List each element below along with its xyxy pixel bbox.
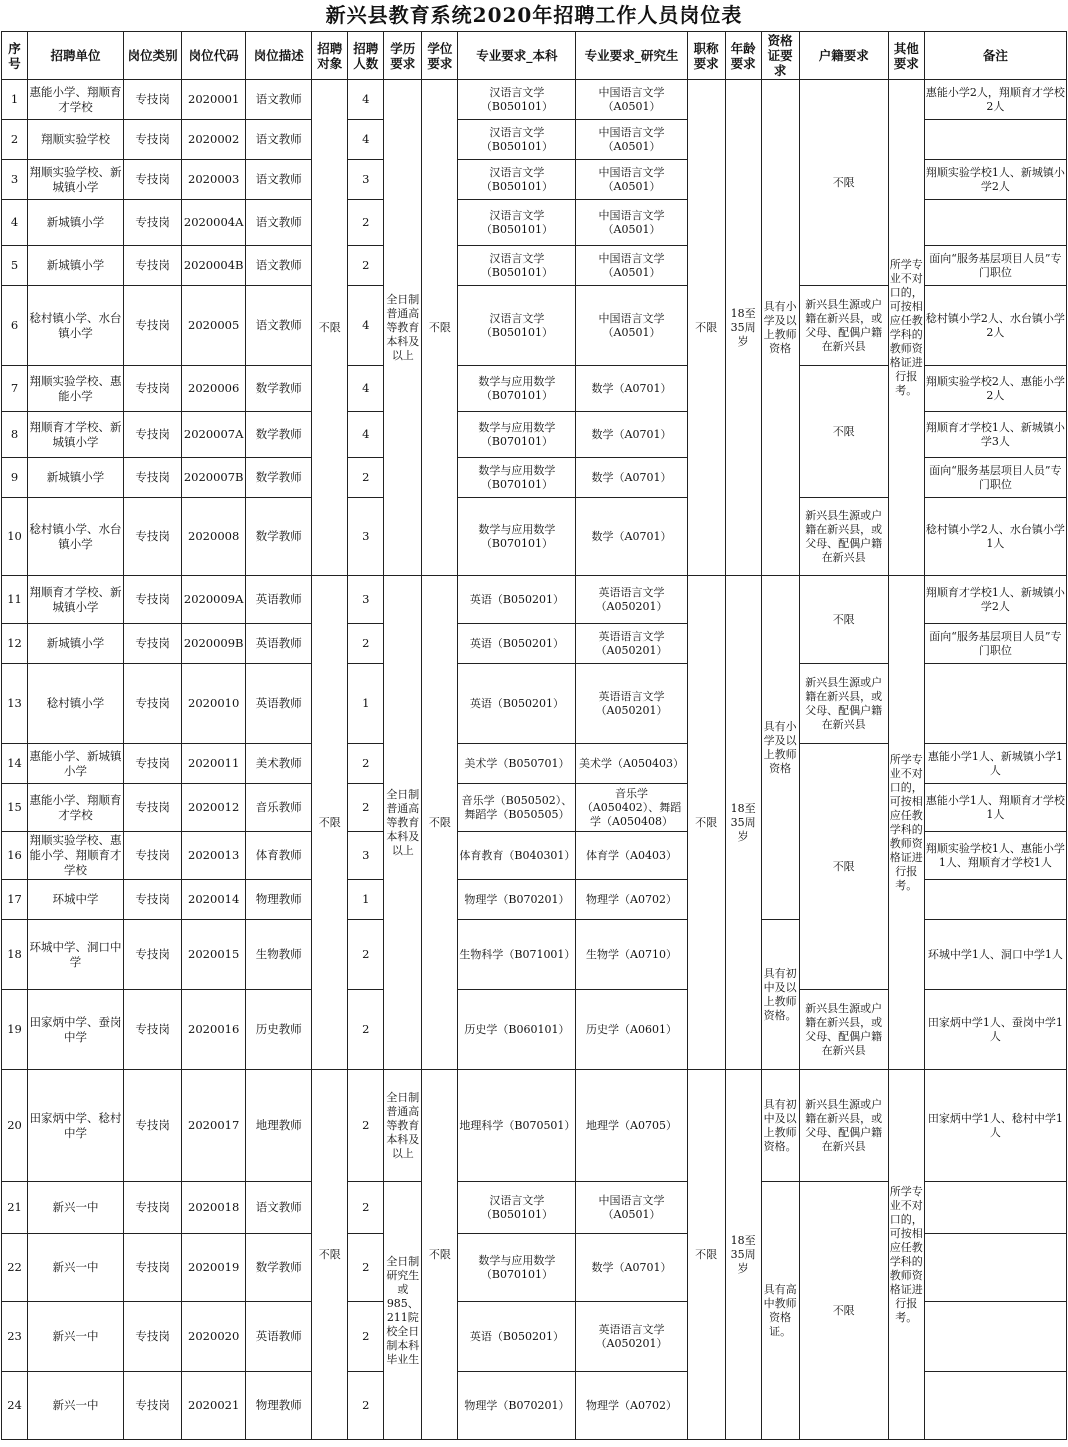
post-type-cell: 专技岗 [124, 990, 182, 1070]
major-grad-cell: 数学（A0701） [576, 498, 687, 576]
headcount-cell: 2 [348, 1234, 384, 1302]
major-grad-cell: 中国语言文学（A0501） [576, 286, 687, 366]
remark-cell [924, 880, 1066, 920]
unit-cell: 田家炳中学、稔村中学 [28, 1070, 124, 1182]
post-desc-cell: 数学教师 [246, 366, 312, 412]
certificate-cell: 具有初中及以上教师资格。 [761, 1070, 799, 1182]
post-type-cell: 专技岗 [124, 286, 182, 366]
row-number-cell: 8 [2, 412, 28, 458]
row-number-cell: 5 [2, 246, 28, 286]
post-code-cell: 2020001 [182, 80, 246, 120]
column-header: 资格证要求 [761, 32, 799, 80]
unit-cell: 新城镇小学 [28, 458, 124, 498]
major-undergrad-cell: 历史学（B060101） [458, 990, 576, 1070]
post-type-cell: 专技岗 [124, 784, 182, 832]
row-number-cell: 21 [2, 1182, 28, 1234]
post-type-cell: 专技岗 [124, 880, 182, 920]
column-header: 专业要求_研究生 [576, 32, 687, 80]
post-desc-cell: 语文教师 [246, 286, 312, 366]
row-number-cell: 9 [2, 458, 28, 498]
residence-cell: 不限 [799, 366, 888, 498]
degree-cell: 不限 [422, 1070, 458, 1440]
post-type-cell: 专技岗 [124, 1302, 182, 1372]
remark-cell: 田家炳中学1人、稔村中学1人 [924, 1070, 1066, 1182]
post-type-cell: 专技岗 [124, 1372, 182, 1440]
post-code-cell: 2020021 [182, 1372, 246, 1440]
education-cell: 全日制研究生或985、211院校全日制本科毕业生 [384, 1182, 422, 1440]
post-desc-cell: 地理教师 [246, 1070, 312, 1182]
major-undergrad-cell: 物理学（B070201） [458, 1372, 576, 1440]
major-grad-cell: 历史学（A0601） [576, 990, 687, 1070]
other-req-cell: 所学专业不对口的，可按相应任教学科的教师资格证进行报考。 [888, 1070, 924, 1440]
major-undergrad-cell: 英语（B050201） [458, 624, 576, 664]
remark-cell [924, 1302, 1066, 1372]
post-type-cell: 专技岗 [124, 246, 182, 286]
post-desc-cell: 美术教师 [246, 744, 312, 784]
post-type-cell: 专技岗 [124, 624, 182, 664]
major-grad-cell: 英语语言文学（A050201） [576, 576, 687, 624]
post-type-cell: 专技岗 [124, 744, 182, 784]
remark-cell: 稔村镇小学2人、水台镇小学2人 [924, 286, 1066, 366]
residence-cell: 不限 [799, 1182, 888, 1440]
remark-cell [924, 1234, 1066, 1302]
post-code-cell: 2020006 [182, 366, 246, 412]
header-row [2, 32, 1067, 80]
unit-cell: 翔顺育才学校、新城镇小学 [28, 576, 124, 624]
major-grad-cell: 中国语言文学（A0501） [576, 246, 687, 286]
remark-cell: 稔村镇小学2人、水台镇小学1人 [924, 498, 1066, 576]
post-type-cell: 专技岗 [124, 200, 182, 246]
unit-cell: 环城中学 [28, 880, 124, 920]
page-title: 新兴县教育系统2020年招聘工作人员岗位表 [325, 3, 743, 27]
headcount-cell: 2 [348, 1302, 384, 1372]
post-code-cell: 2020009B [182, 624, 246, 664]
row-number-cell: 14 [2, 744, 28, 784]
major-grad-cell: 英语语言文学（A050201） [576, 1302, 687, 1372]
education-cell: 全日制普通高等教育本科及以上 [384, 1070, 422, 1182]
residence-cell: 不限 [799, 576, 888, 664]
post-code-cell: 2020004A [182, 200, 246, 246]
post-type-cell: 专技岗 [124, 366, 182, 412]
major-undergrad-cell: 美术学（B050701） [458, 744, 576, 784]
post-type-cell: 专技岗 [124, 120, 182, 160]
row-number-cell: 19 [2, 990, 28, 1070]
unit-cell: 新兴一中 [28, 1302, 124, 1372]
post-type-cell: 专技岗 [124, 576, 182, 624]
major-grad-cell: 英语语言文学（A050201） [576, 664, 687, 744]
column-header: 岗位类别 [124, 32, 182, 80]
headcount-cell: 4 [348, 286, 384, 366]
column-header: 专业要求_本科 [458, 32, 576, 80]
post-type-cell: 专技岗 [124, 1234, 182, 1302]
column-header: 户籍要求 [799, 32, 888, 80]
major-grad-cell: 数学（A0701） [576, 366, 687, 412]
headcount-cell: 2 [348, 1070, 384, 1182]
post-desc-cell: 英语教师 [246, 1302, 312, 1372]
row-number-cell: 11 [2, 576, 28, 624]
column-header: 岗位代码 [182, 32, 246, 80]
post-code-cell: 2020007A [182, 412, 246, 458]
headcount-cell: 2 [348, 1182, 384, 1234]
row-number-cell: 16 [2, 832, 28, 880]
column-header: 备注 [924, 32, 1066, 80]
column-header: 岗位描述 [246, 32, 312, 80]
row-number-cell: 4 [2, 200, 28, 246]
column-header: 招聘人数 [348, 32, 384, 80]
row-number-cell: 12 [2, 624, 28, 664]
target-cell: 不限 [312, 80, 348, 576]
target-cell: 不限 [312, 1070, 348, 1440]
post-desc-cell: 体育教师 [246, 832, 312, 880]
remark-cell [924, 200, 1066, 246]
major-undergrad-cell: 数学与应用数学（B070101） [458, 1234, 576, 1302]
column-header: 学位要求 [422, 32, 458, 80]
post-type-cell: 专技岗 [124, 412, 182, 458]
table-row [2, 1070, 1067, 1182]
residence-cell: 不限 [799, 80, 888, 286]
major-grad-cell: 生物学（A0710） [576, 920, 687, 990]
title-req-cell: 不限 [687, 576, 725, 1070]
headcount-cell: 2 [348, 744, 384, 784]
headcount-cell: 2 [348, 920, 384, 990]
remark-cell: 环城中学1人、洞口中学1人 [924, 920, 1066, 990]
remark-cell: 惠能小学1人、翔顺育才学校1人 [924, 784, 1066, 832]
other-req-cell: 所学专业不对口的，可按相应任教学科的教师资格证进行报考。 [888, 576, 924, 1070]
post-type-cell: 专技岗 [124, 920, 182, 990]
post-code-cell: 2020012 [182, 784, 246, 832]
major-grad-cell: 美术学（A050403） [576, 744, 687, 784]
major-undergrad-cell: 汉语言文学（B050101） [458, 246, 576, 286]
headcount-cell: 2 [348, 458, 384, 498]
row-number-cell: 23 [2, 1302, 28, 1372]
post-desc-cell: 英语教师 [246, 624, 312, 664]
remark-cell: 翔顺实验学校1人、惠能小学1人、翔顺育才学校1人 [924, 832, 1066, 880]
row-number-cell: 7 [2, 366, 28, 412]
remark-cell: 田家炳中学1人、蚕岗中学1人 [924, 990, 1066, 1070]
unit-cell: 翔顺育才学校、新城镇小学 [28, 412, 124, 458]
post-desc-cell: 物理教师 [246, 1372, 312, 1440]
title-req-cell: 不限 [687, 80, 725, 576]
post-code-cell: 2020002 [182, 120, 246, 160]
residence-cell: 不限 [799, 744, 888, 990]
headcount-cell: 4 [348, 120, 384, 160]
post-desc-cell: 语文教师 [246, 80, 312, 120]
post-type-cell: 专技岗 [124, 664, 182, 744]
title-req-cell: 不限 [687, 1070, 725, 1440]
post-desc-cell: 语文教师 [246, 246, 312, 286]
post-desc-cell: 英语教师 [246, 664, 312, 744]
post-code-cell: 2020004B [182, 246, 246, 286]
unit-cell: 环城中学、洞口中学 [28, 920, 124, 990]
post-type-cell: 专技岗 [124, 458, 182, 498]
post-code-cell: 2020013 [182, 832, 246, 880]
major-grad-cell: 音乐学（A050402）、舞蹈学（A050408） [576, 784, 687, 832]
headcount-cell: 4 [348, 80, 384, 120]
education-cell: 全日制普通高等教育本科及以上 [384, 80, 422, 576]
major-undergrad-cell: 数学与应用数学（B070101） [458, 412, 576, 458]
remark-cell [924, 664, 1066, 744]
major-undergrad-cell: 汉语言文学（B050101） [458, 160, 576, 200]
headcount-cell: 3 [348, 498, 384, 576]
major-grad-cell: 物理学（A0702） [576, 880, 687, 920]
major-grad-cell: 地理学（A0705） [576, 1070, 687, 1182]
major-grad-cell: 数学（A0701） [576, 1234, 687, 1302]
post-code-cell: 2020014 [182, 880, 246, 920]
residence-cell: 新兴县生源或户籍在新兴县，或父母、配偶户籍在新兴县 [799, 1070, 888, 1182]
major-grad-cell: 数学（A0701） [576, 412, 687, 458]
unit-cell: 惠能小学、翔顺育才学校 [28, 784, 124, 832]
post-desc-cell: 物理教师 [246, 880, 312, 920]
post-code-cell: 2020003 [182, 160, 246, 200]
major-grad-cell: 中国语言文学（A0501） [576, 80, 687, 120]
headcount-cell: 4 [348, 412, 384, 458]
unit-cell: 稔村镇小学 [28, 664, 124, 744]
row-number-cell: 13 [2, 664, 28, 744]
major-undergrad-cell: 音乐学（B050502）、舞蹈学（B050505） [458, 784, 576, 832]
column-header: 招聘单位 [28, 32, 124, 80]
major-grad-cell: 体育学（A0403） [576, 832, 687, 880]
row-number-cell: 2 [2, 120, 28, 160]
headcount-cell: 2 [348, 784, 384, 832]
post-desc-cell: 语文教师 [246, 120, 312, 160]
post-code-cell: 2020011 [182, 744, 246, 784]
headcount-cell: 3 [348, 160, 384, 200]
post-type-cell: 专技岗 [124, 80, 182, 120]
major-undergrad-cell: 数学与应用数学（B070101） [458, 366, 576, 412]
major-undergrad-cell: 地理科学（B070501） [458, 1070, 576, 1182]
table-row [2, 80, 1067, 120]
residence-cell: 新兴县生源或户籍在新兴县，或父母、配偶户籍在新兴县 [799, 664, 888, 744]
remark-cell: 翔顺实验学校2人、惠能小学2人 [924, 366, 1066, 412]
remark-cell: 惠能小学2人，翔顺育才学校2人 [924, 80, 1066, 120]
post-desc-cell: 语文教师 [246, 1182, 312, 1234]
post-type-cell: 专技岗 [124, 498, 182, 576]
post-desc-cell: 历史教师 [246, 990, 312, 1070]
major-undergrad-cell: 英语（B050201） [458, 576, 576, 624]
post-desc-cell: 语文教师 [246, 160, 312, 200]
residence-cell: 新兴县生源或户籍在新兴县，或父母、配偶户籍在新兴县 [799, 990, 888, 1070]
row-number-cell: 6 [2, 286, 28, 366]
major-undergrad-cell: 数学与应用数学（B070101） [458, 498, 576, 576]
remark-cell [924, 120, 1066, 160]
headcount-cell: 3 [348, 576, 384, 624]
major-grad-cell: 中国语言文学（A0501） [576, 160, 687, 200]
certificate-cell: 具有高中教师资格证。 [761, 1182, 799, 1440]
column-header: 其他要求 [888, 32, 924, 80]
unit-cell: 新城镇小学 [28, 246, 124, 286]
major-grad-cell: 中国语言文学（A0501） [576, 200, 687, 246]
post-type-cell: 专技岗 [124, 832, 182, 880]
post-desc-cell: 数学教师 [246, 1234, 312, 1302]
major-undergrad-cell: 汉语言文学（B050101） [458, 80, 576, 120]
unit-cell: 翔顺实验学校、惠能小学 [28, 366, 124, 412]
remark-cell [924, 1182, 1066, 1234]
row-number-cell: 17 [2, 880, 28, 920]
table-row [2, 576, 1067, 624]
unit-cell: 新城镇小学 [28, 200, 124, 246]
other-req-cell: 所学专业不对口的，可按相应任教学科的教师资格证进行报考。 [888, 80, 924, 576]
unit-cell: 新兴一中 [28, 1372, 124, 1440]
post-type-cell: 专技岗 [124, 1070, 182, 1182]
major-grad-cell: 数学（A0701） [576, 458, 687, 498]
column-header: 职称要求 [687, 32, 725, 80]
major-undergrad-cell: 物理学（B070201） [458, 880, 576, 920]
education-cell: 全日制普通高等教育本科及以上 [384, 576, 422, 1070]
headcount-cell: 2 [348, 200, 384, 246]
row-number-cell: 15 [2, 784, 28, 832]
major-grad-cell: 物理学（A0702） [576, 1372, 687, 1440]
unit-cell: 稔村镇小学、水台镇小学 [28, 498, 124, 576]
post-type-cell: 专技岗 [124, 1182, 182, 1234]
unit-cell: 惠能小学、翔顺育才学校 [28, 80, 124, 120]
unit-cell: 田家炳中学、蚕岗中学 [28, 990, 124, 1070]
post-code-cell: 2020008 [182, 498, 246, 576]
column-header: 年龄要求 [725, 32, 761, 80]
unit-cell: 翔顺实验学校、新城镇小学 [28, 160, 124, 200]
unit-cell: 稔村镇小学、水台镇小学 [28, 286, 124, 366]
post-desc-cell: 英语教师 [246, 576, 312, 624]
target-cell: 不限 [312, 576, 348, 1070]
remark-cell: 翔顺育才学校1人、新城镇小学3人 [924, 412, 1066, 458]
major-grad-cell: 英语语言文学（A050201） [576, 624, 687, 664]
headcount-cell: 2 [348, 624, 384, 664]
post-desc-cell: 数学教师 [246, 458, 312, 498]
headcount-cell: 4 [348, 366, 384, 412]
post-code-cell: 2020005 [182, 286, 246, 366]
remark-cell: 翔顺育才学校1人、新城镇小学2人 [924, 576, 1066, 624]
post-type-cell: 专技岗 [124, 160, 182, 200]
positions-table [1, 31, 1067, 1440]
post-desc-cell: 数学教师 [246, 412, 312, 458]
unit-cell: 新城镇小学 [28, 624, 124, 664]
headcount-cell: 2 [348, 990, 384, 1070]
column-header: 学历要求 [384, 32, 422, 80]
major-undergrad-cell: 英语（B050201） [458, 1302, 576, 1372]
remark-cell: 面向“服务基层项目人员”专门职位 [924, 246, 1066, 286]
post-desc-cell: 数学教师 [246, 498, 312, 576]
major-undergrad-cell: 数学与应用数学（B070101） [458, 458, 576, 498]
major-grad-cell: 中国语言文学（A0501） [576, 1182, 687, 1234]
remark-cell: 面向“服务基层项目人员”专门职位 [924, 624, 1066, 664]
residence-cell: 新兴县生源或户籍在新兴县，或父母、配偶户籍在新兴县 [799, 498, 888, 576]
headcount-cell: 1 [348, 880, 384, 920]
post-code-cell: 2020010 [182, 664, 246, 744]
headcount-cell: 2 [348, 246, 384, 286]
remark-cell: 惠能小学1人、新城镇小学1人 [924, 744, 1066, 784]
row-number-cell: 24 [2, 1372, 28, 1440]
major-undergrad-cell: 体育教育（B040301） [458, 832, 576, 880]
column-header: 招聘对象 [312, 32, 348, 80]
unit-cell: 惠能小学、新城镇小学 [28, 744, 124, 784]
major-undergrad-cell: 汉语言文学（B050101） [458, 286, 576, 366]
row-number-cell: 22 [2, 1234, 28, 1302]
age-cell: 18至35周岁 [725, 80, 761, 576]
post-code-cell: 2020019 [182, 1234, 246, 1302]
post-code-cell: 2020018 [182, 1182, 246, 1234]
column-header: 序号 [2, 32, 28, 80]
post-code-cell: 2020009A [182, 576, 246, 624]
unit-cell: 翔顺实验学校、惠能小学、翔顺育才学校 [28, 832, 124, 880]
row-number-cell: 20 [2, 1070, 28, 1182]
age-cell: 18至35周岁 [725, 576, 761, 1070]
remark-cell [924, 1372, 1066, 1440]
unit-cell: 翔顺实验学校 [28, 120, 124, 160]
headcount-cell: 3 [348, 832, 384, 880]
major-undergrad-cell: 汉语言文学（B050101） [458, 120, 576, 160]
post-code-cell: 2020015 [182, 920, 246, 990]
post-code-cell: 2020017 [182, 1070, 246, 1182]
remark-cell: 面向“服务基层项目人员”专门职位 [924, 458, 1066, 498]
certificate-cell: 具有小学及以上教师资格 [761, 576, 799, 920]
row-number-cell: 3 [2, 160, 28, 200]
age-cell: 18至35周岁 [725, 1070, 761, 1440]
post-code-cell: 2020016 [182, 990, 246, 1070]
headcount-cell: 1 [348, 664, 384, 744]
major-undergrad-cell: 汉语言文学（B050101） [458, 1182, 576, 1234]
row-number-cell: 1 [2, 80, 28, 120]
remark-cell: 翔顺实验学校1人、新城镇小学2人 [924, 160, 1066, 200]
certificate-cell: 具有小学及以上教师资格 [761, 80, 799, 576]
post-code-cell: 2020020 [182, 1302, 246, 1372]
major-undergrad-cell: 汉语言文学（B050101） [458, 200, 576, 246]
unit-cell: 新兴一中 [28, 1182, 124, 1234]
degree-cell: 不限 [422, 80, 458, 576]
headcount-cell: 2 [348, 1372, 384, 1440]
residence-cell: 新兴县生源或户籍在新兴县，或父母、配偶户籍在新兴县 [799, 286, 888, 366]
major-grad-cell: 中国语言文学（A0501） [576, 120, 687, 160]
row-number-cell: 10 [2, 498, 28, 576]
degree-cell: 不限 [422, 576, 458, 1070]
row-number-cell: 18 [2, 920, 28, 990]
post-desc-cell: 生物教师 [246, 920, 312, 990]
major-undergrad-cell: 生物科学（B071001） [458, 920, 576, 990]
post-code-cell: 2020007B [182, 458, 246, 498]
post-desc-cell: 语文教师 [246, 200, 312, 246]
unit-cell: 新兴一中 [28, 1234, 124, 1302]
post-desc-cell: 音乐教师 [246, 784, 312, 832]
major-undergrad-cell: 英语（B050201） [458, 664, 576, 744]
certificate-cell: 具有初中及以上教师资格。 [761, 920, 799, 1070]
